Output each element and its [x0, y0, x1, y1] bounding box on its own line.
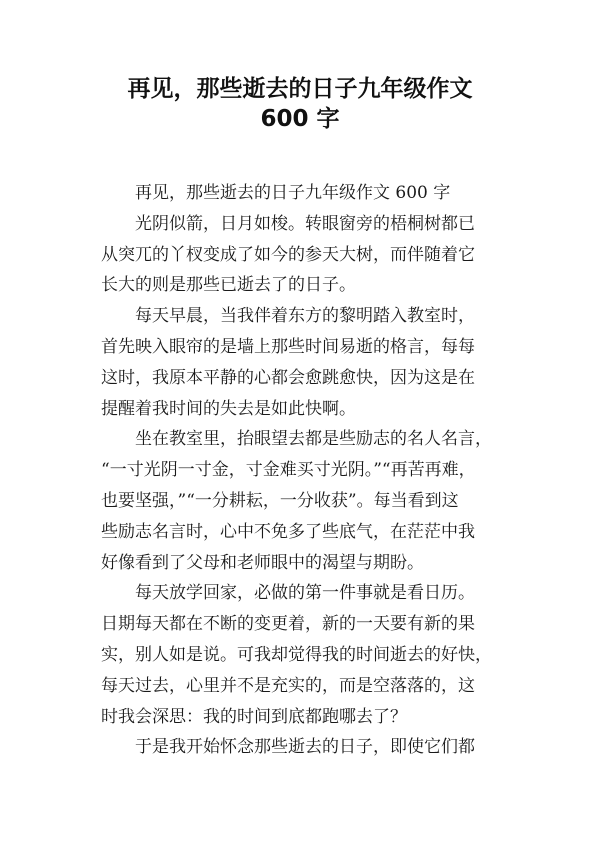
body-text-line: 这时，我原本平静的心都会愈跳愈快，因为这是在	[101, 367, 475, 388]
body-text-line: 坐在教室里，抬眼望去都是些励志的名人名言，	[135, 429, 492, 450]
document-title	[0, 74, 600, 134]
body-text-line: 从突兀的丫杈变成了如今的参天大树，而伴随着它	[101, 244, 475, 265]
body-text-line: 每天过去，心里并不是充实的，而是空落落的，这	[101, 675, 475, 696]
body-text-line: 时我会深思：我的时间到底都跑哪去了？	[101, 706, 407, 727]
body-text-line: 好像看到了父母和老师眼中的渴望与期盼。	[101, 552, 424, 573]
body-text-line: 首先映入眼帘的是墙上那些时间易逝的格言，每每	[101, 336, 475, 357]
body-text-line: 也要坚强，”“一分耕耘，一分收获”。每当看到这	[101, 490, 459, 511]
title-line-2: 600 字	[260, 106, 340, 132]
body-text-line: 些励志名言时，心中不免多了些底气，在茫茫中我	[101, 521, 475, 542]
body-text-line: 提醒着我时间的失去是如此快啊。	[101, 398, 356, 419]
document-body	[101, 178, 501, 763]
body-text-line: 光阴似箭，日月如梭。转眼窗旁的梧桐树都已	[135, 213, 475, 234]
body-text-line: 长大的则是那些已逝去了的日子。	[101, 275, 356, 296]
title-line-1: 再见，那些逝去的日子九年级作文	[127, 76, 473, 102]
body-text-line: 于是我开始怀念那些逝去的日子，即使它们都	[135, 737, 475, 758]
body-text-line: 再见，那些逝去的日子九年级作文 600 字	[135, 183, 451, 203]
body-text-line: 日期每天都在不断的变更着，新的一天要有新的果	[101, 614, 475, 635]
body-text-line: 每天放学回家，必做的第一件事就是看日历。	[135, 583, 475, 604]
body-text-line: 实，别人如是说。可我却觉得我的时间逝去的好快，	[101, 644, 492, 665]
body-text-line: 每天早晨，当我伴着东方的黎明踏入教室时，	[135, 306, 475, 327]
body-text-line: “一寸光阴一寸金，寸金难买寸光阴。”“再苦再难，	[101, 460, 476, 481]
